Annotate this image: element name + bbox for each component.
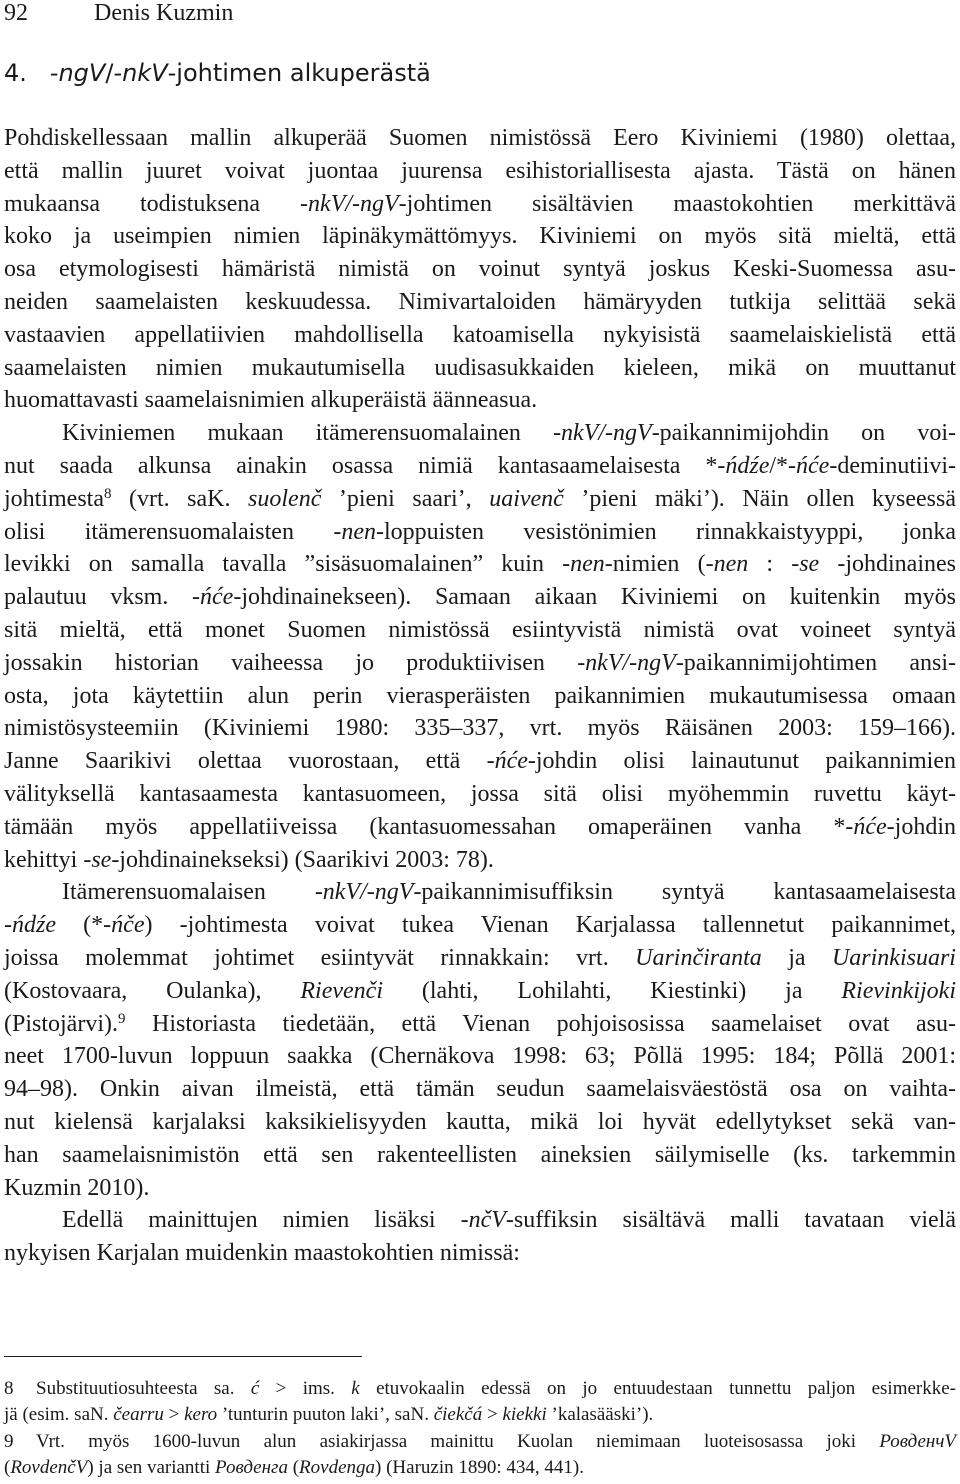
italic-term: čearru [113, 1404, 164, 1426]
text-run: > [163, 1404, 185, 1426]
text-run: ( [287, 1457, 300, 1479]
italic-term: -nkV/-ngV [553, 420, 652, 447]
text-run: Janne Saarikivi olettaa vuorostaan, että [4, 748, 487, 775]
text-run: -johdinainekseen). Samaan aikaan Kiviniemi on kuitenkin myös [233, 584, 956, 611]
footnote-number: 8 [4, 1378, 14, 1399]
text-run: ’tunturin puuton laki’, saN. [217, 1404, 434, 1426]
italic-term: ńče [111, 912, 145, 939]
text-run: jossakin historian vaiheessa jo produktiivisen [4, 649, 578, 676]
text-line [4, 876, 956, 909]
text-run: - [4, 912, 12, 939]
text-line: neet 1700-luvun loppuun saakka (Chernäkova 1998: 63; Põllä 1995: 184; Põllä 2001: [4, 1043, 956, 1070]
text-line: nykyisen Karjalan muidenkin maastokohtien nimissä: [4, 1240, 520, 1267]
text-line [4, 516, 956, 549]
italic-term: k [351, 1378, 360, 1399]
text-run: -nimien ( [604, 551, 706, 578]
text-line: 94–98). Onkin aivan ilmeistä, että tämän seudun saamelaisväestöstä osa on vaihta- [4, 1076, 956, 1103]
italic-term: -ńće [192, 584, 234, 611]
text-line [4, 975, 956, 1008]
text-line: saamelaisten nimien mukautumisella uudisasukkaiden kieleen, mikä on muuttanut [4, 354, 956, 381]
running-header [4, 0, 233, 26]
text-line [4, 483, 956, 516]
text-line [4, 581, 956, 614]
italic-term: ć [250, 1378, 260, 1399]
text-run: -suffiksin sisältävä malli tavataan vielä [505, 1207, 956, 1234]
italic-term: -se [83, 846, 112, 873]
footnote-ref-8[interactable]: 8 [103, 485, 112, 502]
section-suffix-nkv: -nkV [113, 59, 168, 87]
footnote-line [4, 1376, 956, 1402]
text-run: -paikannimisuffiksin syntyä kantasaamelaisesta [413, 879, 956, 906]
text-line: nimistösysteemiin (Kiviniemi 1980: 335–337, vrt. myös Räisänen 2003: 159–166). [4, 715, 956, 742]
italic-term: -nen [705, 551, 749, 578]
text-line [4, 417, 956, 450]
italic-term: Uarinkisuari [831, 944, 956, 971]
text-run: Edellä mainittujen nimien lisäksi [62, 1207, 461, 1234]
text-run: : [748, 551, 792, 578]
italic-term: ńdźe [12, 912, 56, 939]
text-line [4, 1204, 956, 1237]
text-line: osa etymologisesti hämäristä nimistä on voinut syntyä joskus Keski-Suomessa asu- [4, 256, 956, 283]
text-run: Historiasta tiedetään, että Vienan pohjoisosissa saamelaiset ovat asu- [125, 1010, 956, 1037]
paragraph-3 [4, 876, 956, 1204]
italic-term: suolenč [248, 485, 322, 512]
footnotes [4, 1376, 956, 1482]
text-run: -johdin [886, 813, 956, 840]
text-run: ’pieni mäki’). Näin ollen kyseessä [563, 485, 956, 512]
footnote-divider [4, 1356, 362, 1357]
running-author: Denis Kuzmin [94, 0, 234, 26]
text-run: Substituutiosuhteesta sa. [36, 1378, 251, 1399]
italic-term: Uarinčiranta [635, 944, 762, 971]
text-run: -johtimen sisältävien maastokohtien merkittävä [398, 190, 957, 217]
text-line: sitä mieltä, että monet Suomen nimistössä esiintyvistä nimistä ovat voineet syntyä [4, 616, 956, 643]
text-run: (*- [56, 912, 112, 939]
text-run: jä (esim. saN. [4, 1404, 114, 1426]
italic-term: Ровденга [215, 1457, 288, 1479]
italic-term: kero [184, 1404, 218, 1426]
text-run: (vrt. saK. [111, 485, 249, 512]
text-run: ’pieni saari’, [321, 485, 490, 512]
italic-term: Rievinkijoki [841, 977, 956, 1004]
section-title-separator: / [105, 59, 114, 87]
paragraph-1 [4, 122, 956, 417]
text-line [4, 1008, 956, 1041]
text-line [4, 450, 956, 483]
italic-term: RovdenčV [10, 1457, 88, 1479]
italic-term: -nkV/-ngV [300, 190, 399, 217]
footnote-ref-9[interactable]: 9 [118, 1010, 126, 1027]
text-run: Vrt. myös 1600-luvun alun asiakirjassa mainittu Kuolan niemimaan luoteisosassa joki [36, 1430, 880, 1452]
text-run: (lahti, Lohilahti, Kiestinki) ja [382, 977, 842, 1004]
text-line: han saamelaisnimistön että sen rakenteellisten aineksien säilymiselle (ks. tarkemmin [4, 1141, 956, 1168]
text-run: -loppuisten vesistönimien rinnakkaistyyppi, jonka [375, 518, 956, 545]
italic-term: ńće [853, 813, 887, 840]
text-line: vastaavien appellatiivien mahdollisella katoamisella nykyisistä saamelaiskielistä että [4, 321, 956, 348]
body-text [4, 122, 956, 1270]
text-run: joissa molemmat johtimet esiintyvät rinnakkain: vrt. [4, 944, 636, 971]
italic-term: -nkV/-ngV [577, 649, 676, 676]
text-run: olisi itämerensuomalaisten [4, 518, 334, 545]
text-line: Kuzmin 2010). [4, 1174, 150, 1201]
text-line [4, 548, 956, 581]
text-run: levikki on samalla tavalla ”sisäsuomalainen” kuin [4, 551, 563, 578]
section-title-text: -johtimen alkuperästä [167, 59, 431, 87]
footnote-9 [4, 1429, 956, 1482]
text-run: ) (Haruzin 1890: 434, 441). [375, 1457, 584, 1479]
italic-term: -nen [333, 518, 376, 545]
text-run: mukaansa todistuksena [4, 190, 301, 217]
italic-term: ńće [796, 452, 830, 479]
paragraph-2 [4, 417, 956, 876]
text-line: huomattavasti saamelaisnimien alkuperäistä äänneasua. [4, 387, 538, 414]
text-run: ) -johtimesta voivat tukea Vienan Karjalassa tallennetut paikannimet, [144, 912, 957, 939]
text-run: ’kalasääski’). [546, 1404, 654, 1426]
text-line [4, 647, 956, 680]
text-run: Kiviniemen mukaan itämerensuomalainen [62, 420, 554, 447]
text-run: johtimesta [4, 485, 104, 512]
text-run: ja [761, 944, 832, 971]
footnote-line [4, 1402, 956, 1428]
text-line: koko ja useimpien nimien läpinäkymättömyys. Kiviniemi on myös sitä mieltä, että [4, 223, 956, 250]
italic-term: Rievenči [300, 977, 383, 1004]
text-line [4, 188, 956, 221]
section-title [4, 56, 431, 90]
italic-term: čiekčá [433, 1404, 483, 1426]
section-suffix-ngv: -ngV [49, 59, 106, 87]
section-number: 4. [4, 59, 27, 87]
footnote-line [4, 1455, 956, 1481]
text-run: ) ja sen variantti [87, 1457, 216, 1479]
text-run: -johdinainekseksi) (Saarikivi 2003: 78). [111, 846, 494, 873]
text-run: Itämerensuomalaisen [62, 879, 315, 906]
italic-term: -se [791, 551, 820, 578]
text-line [4, 909, 956, 942]
italic-term: uaivenč [489, 485, 564, 512]
text-run: -johdinaines [819, 551, 956, 578]
text-run: -deminutiivi- [829, 452, 956, 479]
text-line [4, 942, 956, 975]
italic-term: -ńće [486, 748, 528, 775]
text-line: neiden saamelaisten keskuudessa. Nimivartaloiden hämäryyden tutkija selittää sekä [4, 288, 956, 315]
text-line [4, 811, 956, 844]
footnote-8 [4, 1376, 956, 1429]
text-line [4, 844, 956, 877]
text-run: palautuu vksm. [4, 584, 193, 611]
text-run: > ims. [259, 1378, 352, 1399]
italic-term: ńdźe [725, 452, 770, 479]
text-run: (Pistojärvi). [4, 1010, 118, 1037]
italic-term: -nčV [460, 1207, 506, 1234]
text-run: -paikannimijohtimen ansi- [675, 649, 957, 676]
text-line: nut kielensä karjalaksi kaksikielisyyden kautta, mikä loi hyvät edellytykset sekä van- [4, 1108, 956, 1135]
italic-term: -nkV/-ngV [314, 879, 414, 906]
italic-term: Rovdenga [299, 1457, 376, 1479]
italic-term: -nen [562, 551, 605, 578]
text-line: välityksellä kantasaamesta kantasuomeen, jossa sitä olisi myöhemmin ruvettu käyt- [4, 780, 956, 807]
italic-term: РовденчV [879, 1430, 956, 1452]
text-run: > [482, 1404, 503, 1426]
text-line [4, 745, 956, 778]
text-line: Pohdiskellessaan mallin alkuperää Suomen nimistössä Eero Kiviniemi (1980) olettaa, [4, 125, 956, 151]
text-line: että mallin juuret voivat juontaa juurensa esihistoriallisesta ajasta. Tästä on hänen [4, 157, 956, 184]
page-number: 92 [4, 0, 28, 26]
text-run: -paikannimijohdin on voi- [651, 420, 956, 447]
text-run: kehittyi [4, 846, 84, 873]
italic-term: kiekki [502, 1404, 547, 1426]
text-run: tämään myös appellatiiveissa (kantasuomessahan omaperäinen vanha *- [4, 813, 854, 840]
text-run: -johdin olisi lainautunut paikannimien [527, 748, 956, 775]
footnote-line [4, 1429, 956, 1455]
text-line: osta, jota käytettiin alun perin vierasperäisten paikannimien mukautumisessa omaan [4, 682, 956, 709]
paragraph-4 [4, 1204, 956, 1270]
text-run: (Kostovaara, Oulanka), [4, 977, 301, 1004]
footnote-number: 9 [4, 1430, 14, 1452]
text-run: /*- [769, 452, 797, 479]
text-run: nut saada alkunsa ainakin osassa nimiä kantasaamelaisesta *- [4, 452, 726, 479]
text-run: ( [4, 1457, 11, 1479]
text-run: etuvokaalin edessä on jo entuudestaan tunnettu paljon esimerkke- [359, 1378, 957, 1399]
